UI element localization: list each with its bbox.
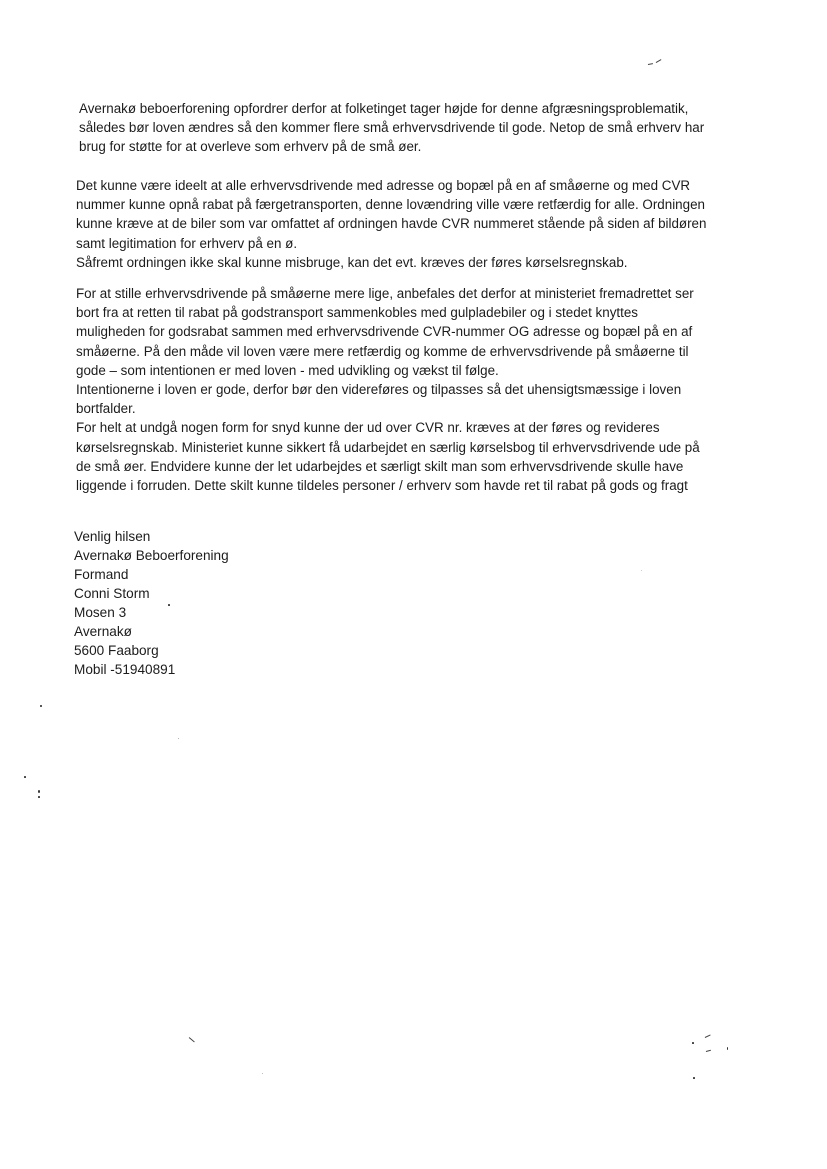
scan-mark bbox=[706, 1050, 711, 1052]
paragraph-line: de små øer. Endvidere kunne der let udarbejdes et særligt skilt man som erhvervsdrivende skulle have bbox=[76, 458, 684, 474]
paragraph-line: således bør loven ændres så den kommer flere små erhvervsdrivende til gode. Netop de små erhverv har bbox=[79, 120, 705, 136]
address-street: Mosen 3 bbox=[74, 605, 127, 620]
paragraph-line: liggende i forruden. Dette skilt kunne tildeles personer / erhverv som havde ret til rabat på gods og fragt bbox=[76, 478, 688, 494]
scan-mark bbox=[648, 63, 653, 65]
paragraph-line: samt legitimation for erhverv på en ø. bbox=[76, 235, 298, 251]
paragraph-line: Det kunne være ideelt at alle erhvervsdrivende med adresse og bopæl på en af småøerne og med CVR bbox=[76, 178, 691, 193]
address-postal: 5600 Faaborg bbox=[74, 643, 159, 658]
scan-mark bbox=[705, 1035, 711, 1039]
scan-speck bbox=[24, 776, 26, 778]
paragraph-line: nummer kunne opnå rabat på færgetransporten, denne lovændring ville være retfærdig for alle. Ordningen bbox=[76, 197, 705, 213]
address-locality: Avernakø bbox=[74, 624, 132, 639]
paragraph-2 bbox=[76, 176, 706, 272]
paragraph-line: Såfremt ordningen ikke skal kunne misbruge, kan det evt. kræves der føres kørselsregnskab. bbox=[76, 254, 628, 270]
scan-speck bbox=[692, 1042, 694, 1044]
scan-speck bbox=[40, 705, 42, 707]
paragraph-line: muligheden for godsrabat sammen med erhvervsdrivende CVR-nummer OG adresse og bopæl på en af bbox=[76, 324, 693, 340]
signer-role: Formand bbox=[74, 567, 129, 582]
scan-mark bbox=[189, 1037, 195, 1042]
paragraph-line: kørselsregnskab. Ministeriet kunne sikkert få udarbejdet en særlig kørselsbog til erhvervsdrivende ude på bbox=[76, 439, 700, 455]
paragraph-line: brug for støtte for at overleve som erhverv på de små øer. bbox=[79, 139, 422, 155]
paragraph-line: småøerne. På den måde vil loven være mere retfærdig og komme de erhvervsdrivende på småøerne til bbox=[76, 343, 689, 359]
scan-speck bbox=[641, 570, 642, 571]
phone-number: Mobil -51940891 bbox=[74, 662, 176, 677]
paragraph-1 bbox=[79, 99, 704, 157]
scan-speck bbox=[168, 604, 170, 606]
scan-speck bbox=[693, 1077, 695, 1079]
scan-speck bbox=[38, 790, 40, 793]
paragraph-line: kunne kræve at de biler som var omfattet af ordningen havde CVR nummeret stående på siden af bildøren bbox=[76, 216, 707, 232]
scan-speck bbox=[727, 1047, 728, 1050]
signer-name: Conni Storm bbox=[74, 586, 150, 601]
scan-speck bbox=[262, 1073, 263, 1074]
paragraph-line: Avernakø beboerforening opfordrer derfor at folketinget tager højde for denne afgræsningsproblematik, bbox=[79, 101, 689, 116]
paragraph-line: bortfalder. bbox=[76, 401, 136, 417]
scan-speck bbox=[38, 796, 40, 798]
scan-mark bbox=[656, 59, 662, 63]
organization-name: Avernakø Beboerforening bbox=[74, 548, 229, 563]
closing-line: Venlig hilsen bbox=[74, 529, 151, 544]
paragraph-line: Intentionerne i loven er gode, derfor bør den videreføres og tilpasses så det uhensigtsmæssige i loven bbox=[76, 382, 682, 398]
paragraph-line: gode – som intentionen er med loven - med udvikling og vækst til følge. bbox=[76, 362, 499, 378]
paragraph-line: For helt at undgå nogen form for snyd kunne der ud over CVR nr. kræves at der føres og revideres bbox=[76, 420, 660, 436]
scan-speck bbox=[178, 738, 179, 739]
paragraph-line: For at stille erhvervsdrivende på småøerne mere lige, anbefales det derfor at ministeriet fremadrettet ser bbox=[76, 286, 694, 301]
signature-block bbox=[74, 527, 229, 679]
paragraph-line: bort fra at retten til rabat på godstransport sammenkobles med gulpladebiler og i stedet knyttes bbox=[76, 305, 638, 321]
paragraph-3 bbox=[76, 284, 700, 495]
